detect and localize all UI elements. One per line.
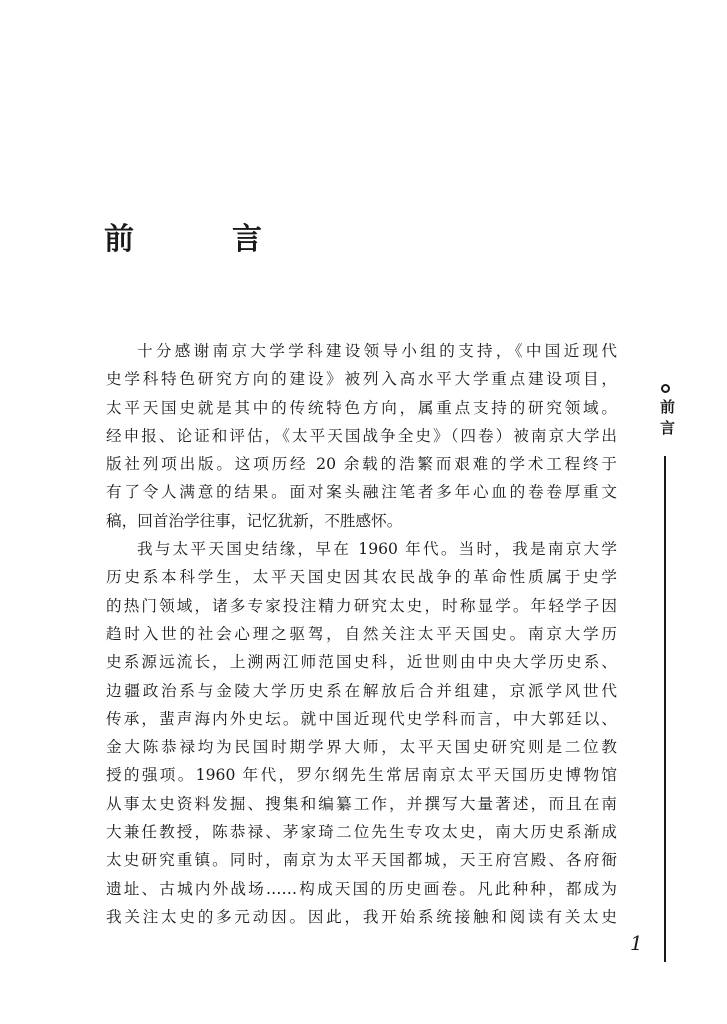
text-line: 版社列项出版。这项历经 20 余载的浩繁而艰难的学术工程终于 xyxy=(106,455,617,474)
text-line: 史系源远流长，上溯两江师范国史科，近世则由中央大学历史系、 xyxy=(106,653,617,672)
text-line: 传承，蜚声海内外史坛。就中国近现代史学科而言，中大郭廷以、 xyxy=(106,709,617,728)
text-line: 趋时入世的社会心理之驱驾，自然关注太平天国史。南京大学历 xyxy=(106,624,617,643)
text-line: 我关注太史的多元动因。因此，我开始系统接触和阅读有关太史 xyxy=(106,907,617,926)
text-line: 的热门领域，诸多专家投注精力研究太史，时称显学。年轻学子因 xyxy=(106,596,617,615)
text-line: 我与太平天国史结缘，早在 1960 年代。当时，我是南京大学 xyxy=(137,540,617,559)
running-header xyxy=(654,384,676,441)
text-line: 大兼任教授，陈恭禄、茅家琦二位先生专攻太史，南大历史系渐成 xyxy=(106,823,617,842)
text-line: 遗址、古城内外战场……构成天国的历史画卷。凡此种种，都成为 xyxy=(106,879,617,898)
text-line: 授的强项。1960 年代，罗尔纲先生常居南京太平天国历史博物馆 xyxy=(106,766,617,785)
paragraph-2 xyxy=(106,535,617,931)
page-title: 前 言 xyxy=(104,222,296,257)
text-line: 十分感谢南京大学学科建设领导小组的支持，《中国近现代 xyxy=(137,342,617,360)
text-line: 史学科特色研究方向的建设》被列入高水平大学重点建设项目， xyxy=(106,370,617,389)
text-line: 金大陈恭禄均为民国时期学界大师，太平天国史研究则是二位教 xyxy=(106,738,617,757)
running-header-title: 前言 xyxy=(658,399,676,441)
body-text xyxy=(106,337,617,931)
text-line: 有了令人满意的结果。面对案头融注笔者多年心血的卷卷厚重文 xyxy=(106,483,617,502)
text-line: 稿，回首治学往事，记忆犹新，不胜感怀。 xyxy=(106,511,403,530)
text-line: 从事太史资料发掘、搜集和编纂工作，并撰写大量著述，而且在南 xyxy=(106,794,617,813)
text-line: 历史系本科学生，太平天国史因其农民战争的革命性质属于史学 xyxy=(106,568,617,587)
text-line: 太史研究重镇。同时，南京为太平天国都城，天王府宫殿、各府衙 xyxy=(106,851,617,870)
page-number: 1 xyxy=(630,931,643,955)
text-line: 太平天国史就是其中的传统特色方向，属重点支持的研究领域。 xyxy=(106,398,617,417)
margin-rule xyxy=(664,456,666,962)
text-line: 经申报、论证和评估，《太平天国战争全史》（四卷）被南京大学出 xyxy=(106,426,617,445)
paragraph-1 xyxy=(106,337,617,535)
circle-bullet-icon xyxy=(661,384,670,393)
text-line: 边疆政治系与金陵大学历史系在解放后合并组建，京派学风世代 xyxy=(106,681,617,700)
